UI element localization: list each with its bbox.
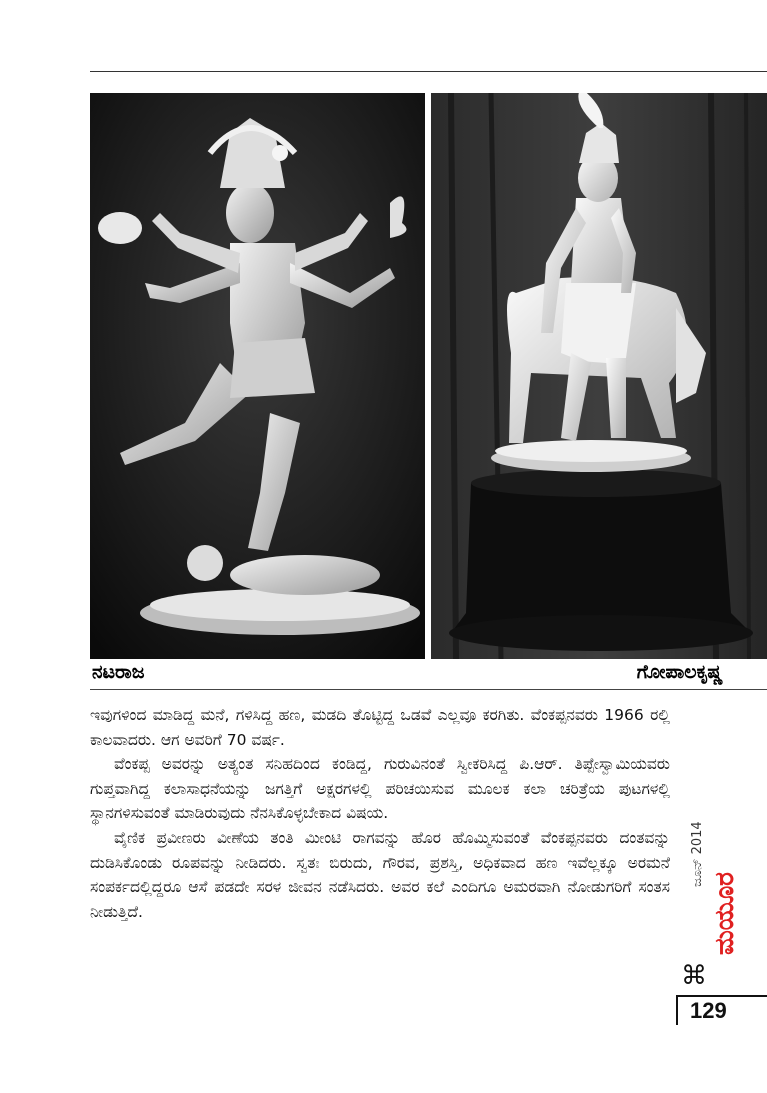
paragraph-2: ವೆಂಕಪ್ಪ ಅವರನ್ನು ಅತ್ಯಂತ ಸನಿಹದಿಂದ ಕಂಡಿದ್ದ, ಗುರುವಿನಂತೆ ಸ್ವೀಕರಿಸಿದ್ದ ಪಿ.ಆರ್. ತಿಪ್ಪೇಸ್ವಾಮಿಯವರು ಗುಪ್ತವಾಗಿದ್ದ ಕಲಾಸಾಧನೆಯನ್ನು ಜಗತ್ತಿಗೆ ಅಕ್ಷರಗಳಲ್ಲಿ ಪರಿಚಯಿಸುವ ಮೂಲಕ ಕಲಾ ಚರಿತ್ರೆಯ ಪುಟಗಳಲ್ಲಿ ಸ್ಥಾನಗಳಿಸುವಂತೆ ಮಾಡಿರುವುದು ನೆನಸಿಕೊಳ್ಳಬೇಕಾದ ವಿಷಯ.	[90, 755, 670, 823]
gopalakrishna-caption: ಗೋಪಾಲಕೃಷ್ಣ	[636, 661, 723, 683]
magazine-sidebar	[681, 795, 741, 985]
gopalakrishna-photo	[431, 93, 767, 659]
page-number: 129	[690, 998, 727, 1023]
nataraja-photo	[90, 93, 425, 659]
article-body	[90, 703, 670, 924]
magazine-logo: ಮಯೂರ	[710, 872, 740, 955]
paragraph-1: ಇವುಗಳಿಂದ ಮಾಡಿದ್ದ ಮನೆ, ಗಳಿಸಿದ್ದ ಹಣ, ಮಡದಿ ತೊಟ್ಟಿದ್ದ ಒಡವೆ ಎಲ್ಲವೂ ಕರಗಿತು. ವೆಂಕಪ್ಪನವರು 1966 ರಲ್ಲಿ ಕಾಲವಾದರು. ಆಗ ಅವರಿಗೆ 70 ವರ್ಷ.	[90, 706, 670, 749]
issue-date: ಜೂನ್ 2014	[690, 821, 705, 887]
caption-rule	[90, 689, 767, 690]
nataraja-caption: ನಟರಾಜ	[92, 661, 145, 683]
paragraph-3: ವೈಣಿಕ ಪ್ರವೀಣರು ವೀಣೆಯ ತಂತಿ ಮೀಂಟಿ ರಾಗವನ್ನು ಹೊರ ಹೊಮ್ಮಿಸುವಂತೆ ವೆಂಕಪ್ಪನವರು ದಂತವನ್ನು ದುಡಿಸಿಕೊಂಡು ರೂಪವನ್ನು ನೀಡಿದರು. ಸ್ವತಃ ಬಿರುದು, ಗೌರವ, ಪ್ರಶಸ್ತಿ, ಅಧಿಕವಾದ ಹಣ ಇವೆಲ್ಲಕ್ಕೂ ಅರಮನೆ ಸಂಪರ್ಕದಲ್ಲಿದ್ದರೂ ಆಸೆ ಪಡದೇ ಸರಳ ಜೀವನ ನಡೆಸಿದರು. ಅವರ ಕಲೆ ಎಂದಿಗೂ ಅಮರವಾಗಿ ನೋಡುಗರಿಗೆ ಸಂತಸ ನೀಡುತ್ತಿದೆ.	[90, 828, 670, 921]
page-number-rule	[676, 995, 767, 997]
top-rule	[90, 71, 767, 72]
page-number-divider	[676, 995, 678, 1025]
section-glyph: ⌘	[681, 961, 707, 991]
